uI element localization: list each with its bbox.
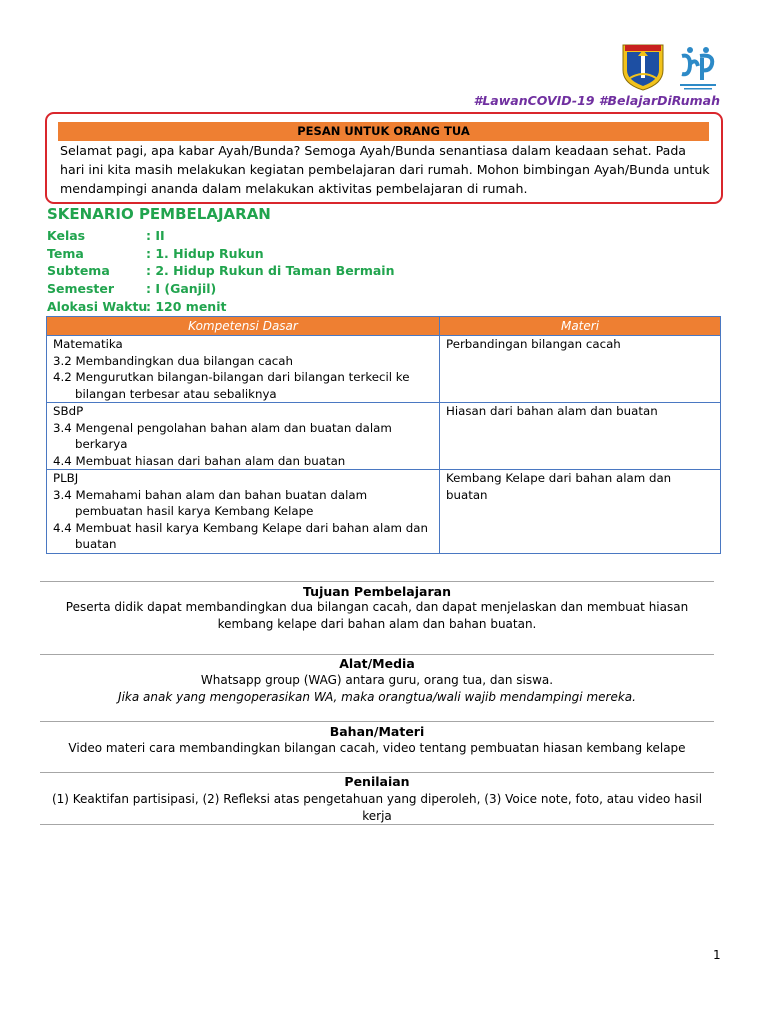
dinas-pendidikan-logo (676, 44, 720, 92)
subject-name: PLBJ (53, 471, 79, 485)
materi-cell: Hiasan dari bahan alam dan buatan (440, 403, 721, 470)
kd-cell (47, 336, 440, 403)
info-label: Alokasi Waktu (47, 299, 148, 314)
alat-note: Jika anak yang mengoperasikan WA, maka orangtua/wali wajib mendampingi mereka. (118, 690, 636, 704)
competency-table (46, 316, 721, 554)
header-kompetensi-dasar: Kompetensi Dasar (47, 317, 440, 336)
message-body: Selamat pagi, apa kabar Ayah/Bunda? Semoga Ayah/Bunda senantiasa dalam keadaan sehat. Pada hari ini kita masih melakukan kegiatan pembelajaran dari rumah. Mohon bimbingan Ayah/Bunda untuk mendampingi ananda dalam melakukan aktivitas pembelajaran di rumah. (60, 143, 710, 196)
alat-text: Whatsapp group (WAG) antara guru, orang tua, dan siswa. (200, 673, 554, 687)
kd-cell (47, 403, 440, 470)
section-divider (40, 654, 714, 655)
info-label: Subtema (47, 263, 110, 278)
info-value: : II (146, 228, 165, 243)
section-divider (40, 772, 714, 773)
info-value: : 2. Hidup Rukun di Taman Bermain (146, 263, 395, 278)
section-divider (40, 721, 714, 722)
table-row (47, 403, 721, 470)
info-label: Tema (47, 246, 84, 261)
materi-cell: Perbandingan bilangan cacah (440, 336, 721, 403)
info-label: Kelas (47, 228, 86, 243)
kd-item: 3.4 Mengenal pengolahan bahan alam dan buatan dalam berkarya (53, 420, 392, 451)
kd-item: 4.4 Membuat hasil karya Kembang Kelape dari bahan alam dan buatan (53, 520, 428, 551)
bahan-title: Bahan/Materi (329, 724, 425, 739)
section-divider (40, 824, 714, 825)
parent-message-box (45, 112, 723, 204)
kd-item: 4.4 Membuat hiasan dari bahan alam dan buatan (53, 453, 346, 468)
info-value: : 120 menit (146, 299, 227, 314)
kd-item: 3.4 Memahami bahan alam dan bahan buatan dalam pembuatan hasil karya Kembang Kelape (53, 487, 368, 518)
table-header-row (47, 317, 721, 336)
header-materi: Materi (440, 317, 721, 336)
info-value: : 1. Hidup Rukun (146, 246, 264, 261)
penilaian-text: (1) Keaktifan partisipasi, (2) Refleksi atas pengetahuan yang diperoleh, (3) Voice note, foto, atau video hasil kerja (51, 792, 703, 823)
info-value: : I (Ganjil) (146, 281, 217, 296)
kd-cell (47, 470, 440, 554)
info-label: Semester (47, 281, 115, 296)
table-row (47, 470, 721, 554)
page-number: 1 (713, 948, 721, 962)
kd-item: 4.2 Mengurutkan bilangan-bilangan dari bilangan terkecil ke bilangan terbesar atau sebaliknya (53, 370, 410, 401)
section-divider (40, 581, 714, 582)
materi-cell: Kembang Kelape dari bahan alam dan buatan (440, 470, 721, 554)
tujuan-text: Peserta didik dapat membandingkan dua bilangan cacah, dan dapat menjelaskan dan membuat hiasan kembang kelape dari bahan alam dan bahan buatan. (65, 600, 689, 631)
tujuan-title: Tujuan Pembelajaran (303, 584, 451, 599)
kd-item: 3.2 Membandingkan dua bilangan cacah (53, 353, 293, 368)
penilaian-title: Penilaian (344, 774, 410, 789)
alat-title: Alat/Media (339, 656, 415, 671)
hashtag-text: #LawanCOVID-19 #BelajarDiRumah (473, 93, 720, 108)
scenario-title: SKENARIO PEMBELAJARAN (47, 205, 271, 223)
subject-name: Matematika (53, 337, 123, 351)
bahan-text: Video materi cara membandingkan bilangan cacah, video tentang pembuatan hiasan kembang kelape (68, 741, 686, 755)
message-title: PESAN UNTUK ORANG TUA (58, 122, 709, 141)
jakarta-emblem-logo (620, 42, 666, 92)
subject-name: SBdP (53, 404, 84, 418)
table-row (47, 336, 721, 403)
